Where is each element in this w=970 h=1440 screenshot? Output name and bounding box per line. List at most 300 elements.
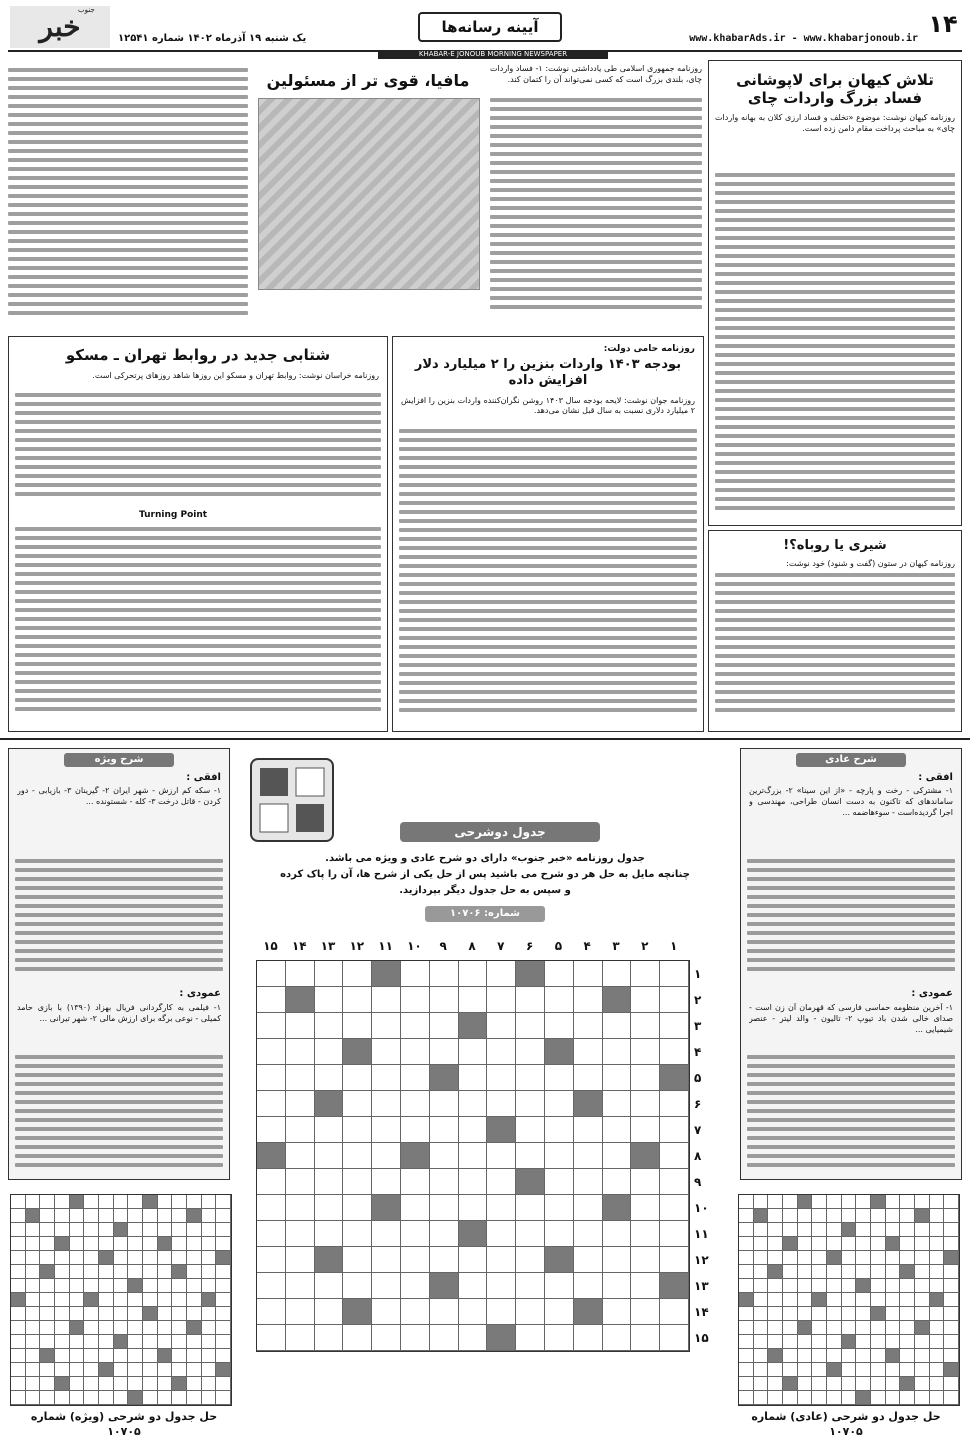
grid-cell[interactable] — [202, 1349, 217, 1363]
grid-cell[interactable] — [315, 1299, 344, 1325]
grid-cell[interactable] — [487, 1065, 516, 1091]
grid-cell[interactable] — [172, 1279, 187, 1293]
grid-cell[interactable] — [944, 1209, 959, 1223]
grid-cell[interactable] — [187, 1391, 202, 1405]
grid-cell[interactable] — [754, 1251, 769, 1265]
grid-cell[interactable] — [172, 1363, 187, 1377]
grid-cell[interactable] — [187, 1293, 202, 1307]
grid-cell[interactable] — [202, 1307, 217, 1321]
grid-cell[interactable] — [143, 1349, 158, 1363]
grid-cell[interactable] — [99, 1307, 114, 1321]
grid-cell[interactable] — [459, 1143, 488, 1169]
grid-cell[interactable] — [783, 1209, 798, 1223]
grid-cell[interactable] — [158, 1391, 173, 1405]
grid-cell[interactable] — [55, 1223, 70, 1237]
grid-cell[interactable] — [286, 1169, 315, 1195]
grid-cell[interactable] — [871, 1321, 886, 1335]
grid-cell[interactable] — [516, 1247, 545, 1273]
grid-cell[interactable] — [783, 1363, 798, 1377]
grid-cell[interactable] — [315, 1273, 344, 1299]
grid-cell[interactable] — [172, 1391, 187, 1405]
grid-cell[interactable] — [574, 961, 603, 987]
grid-cell[interactable] — [739, 1377, 754, 1391]
grid-cell[interactable] — [158, 1195, 173, 1209]
grid-cell[interactable] — [286, 1247, 315, 1273]
grid-cell[interactable] — [343, 1247, 372, 1273]
grid-cell[interactable] — [343, 1195, 372, 1221]
grid-cell[interactable] — [401, 1091, 430, 1117]
grid-cell[interactable] — [900, 1237, 915, 1251]
grid-cell[interactable] — [545, 961, 574, 987]
grid-cell[interactable] — [187, 1265, 202, 1279]
grid-cell[interactable] — [574, 1247, 603, 1273]
grid-cell[interactable] — [660, 1039, 689, 1065]
grid-cell[interactable] — [401, 1065, 430, 1091]
grid-cell[interactable] — [187, 1377, 202, 1391]
grid-cell[interactable] — [459, 1273, 488, 1299]
grid-cell[interactable] — [827, 1307, 842, 1321]
grid-cell[interactable] — [26, 1237, 41, 1251]
grid-cell[interactable] — [660, 1091, 689, 1117]
grid-cell[interactable] — [143, 1251, 158, 1265]
grid-cell[interactable] — [401, 1299, 430, 1325]
grid-cell[interactable] — [783, 1279, 798, 1293]
grid-cell[interactable] — [631, 987, 660, 1013]
grid-cell[interactable] — [842, 1293, 857, 1307]
grid-cell[interactable] — [660, 1325, 689, 1351]
grid-cell[interactable] — [545, 1299, 574, 1325]
grid-cell[interactable] — [856, 1363, 871, 1377]
grid-cell[interactable] — [487, 1039, 516, 1065]
grid-cell[interactable] — [900, 1363, 915, 1377]
grid-cell[interactable] — [545, 1273, 574, 1299]
grid-cell[interactable] — [930, 1307, 945, 1321]
grid-cell[interactable] — [768, 1237, 783, 1251]
grid-cell[interactable] — [187, 1195, 202, 1209]
grid-cell[interactable] — [812, 1237, 827, 1251]
grid-cell[interactable] — [754, 1265, 769, 1279]
grid-cell[interactable] — [856, 1321, 871, 1335]
grid-cell[interactable] — [739, 1335, 754, 1349]
grid-cell[interactable] — [842, 1391, 857, 1405]
grid-cell[interactable] — [944, 1279, 959, 1293]
grid-cell[interactable] — [739, 1223, 754, 1237]
grid-cell[interactable] — [55, 1307, 70, 1321]
grid-cell[interactable] — [783, 1335, 798, 1349]
grid-cell[interactable] — [574, 1195, 603, 1221]
grid-cell[interactable] — [114, 1209, 129, 1223]
grid-cell[interactable] — [459, 1091, 488, 1117]
grid-cell[interactable] — [516, 1325, 545, 1351]
grid-cell[interactable] — [871, 1223, 886, 1237]
grid-cell[interactable] — [812, 1279, 827, 1293]
grid-cell[interactable] — [739, 1195, 754, 1209]
grid-cell[interactable] — [603, 1117, 632, 1143]
grid-cell[interactable] — [754, 1293, 769, 1307]
grid-cell[interactable] — [516, 1221, 545, 1247]
grid-cell[interactable] — [55, 1335, 70, 1349]
grid-cell[interactable] — [516, 1117, 545, 1143]
grid-cell[interactable] — [603, 1143, 632, 1169]
grid-cell[interactable] — [798, 1363, 813, 1377]
grid-cell[interactable] — [856, 1377, 871, 1391]
grid-cell[interactable] — [114, 1265, 129, 1279]
grid-cell[interactable] — [158, 1279, 173, 1293]
grid-cell[interactable] — [11, 1321, 26, 1335]
grid-cell[interactable] — [158, 1265, 173, 1279]
grid-cell[interactable] — [99, 1265, 114, 1279]
grid-cell[interactable] — [143, 1377, 158, 1391]
grid-cell[interactable] — [343, 1143, 372, 1169]
grid-cell[interactable] — [257, 1299, 286, 1325]
grid-cell[interactable] — [55, 1349, 70, 1363]
grid-cell[interactable] — [631, 1091, 660, 1117]
grid-cell[interactable] — [900, 1307, 915, 1321]
grid-cell[interactable] — [55, 1321, 70, 1335]
grid-cell[interactable] — [886, 1307, 901, 1321]
grid-cell[interactable] — [798, 1209, 813, 1223]
grid-cell[interactable] — [900, 1279, 915, 1293]
grid-cell[interactable] — [660, 1143, 689, 1169]
grid-cell[interactable] — [216, 1335, 231, 1349]
grid-cell[interactable] — [70, 1349, 85, 1363]
grid-cell[interactable] — [257, 1325, 286, 1351]
grid-cell[interactable] — [202, 1209, 217, 1223]
grid-cell[interactable] — [930, 1391, 945, 1405]
grid-cell[interactable] — [401, 1195, 430, 1221]
grid-cell[interactable] — [84, 1265, 99, 1279]
grid-cell[interactable] — [430, 1299, 459, 1325]
grid-cell[interactable] — [871, 1251, 886, 1265]
grid-cell[interactable] — [343, 1091, 372, 1117]
grid-cell[interactable] — [660, 1169, 689, 1195]
grid-cell[interactable] — [516, 1273, 545, 1299]
grid-cell[interactable] — [842, 1321, 857, 1335]
grid-cell[interactable] — [372, 1143, 401, 1169]
grid-cell[interactable] — [158, 1363, 173, 1377]
grid-cell[interactable] — [487, 961, 516, 987]
grid-cell[interactable] — [603, 1013, 632, 1039]
grid-cell[interactable] — [286, 1143, 315, 1169]
grid-cell[interactable] — [944, 1293, 959, 1307]
grid-cell[interactable] — [856, 1195, 871, 1209]
grid-cell[interactable] — [84, 1391, 99, 1405]
grid-cell[interactable] — [812, 1251, 827, 1265]
grid-cell[interactable] — [114, 1251, 129, 1265]
grid-cell[interactable] — [545, 1091, 574, 1117]
grid-cell[interactable] — [768, 1391, 783, 1405]
grid-cell[interactable] — [216, 1195, 231, 1209]
grid-cell[interactable] — [216, 1209, 231, 1223]
grid-cell[interactable] — [343, 1325, 372, 1351]
grid-cell[interactable] — [315, 1065, 344, 1091]
grid-cell[interactable] — [812, 1223, 827, 1237]
grid-cell[interactable] — [84, 1377, 99, 1391]
grid-cell[interactable] — [143, 1265, 158, 1279]
grid-cell[interactable] — [631, 961, 660, 987]
grid-cell[interactable] — [768, 1307, 783, 1321]
grid-cell[interactable] — [856, 1251, 871, 1265]
grid-cell[interactable] — [900, 1391, 915, 1405]
grid-cell[interactable] — [768, 1279, 783, 1293]
grid-cell[interactable] — [930, 1223, 945, 1237]
grid-cell[interactable] — [487, 1195, 516, 1221]
grid-cell[interactable] — [754, 1377, 769, 1391]
grid-cell[interactable] — [372, 1299, 401, 1325]
grid-cell[interactable] — [401, 1169, 430, 1195]
grid-cell[interactable] — [99, 1279, 114, 1293]
grid-cell[interactable] — [172, 1223, 187, 1237]
grid-cell[interactable] — [487, 987, 516, 1013]
grid-cell[interactable] — [768, 1293, 783, 1307]
grid-cell[interactable] — [257, 1273, 286, 1299]
grid-cell[interactable] — [754, 1279, 769, 1293]
grid-cell[interactable] — [401, 1247, 430, 1273]
grid-cell[interactable] — [900, 1349, 915, 1363]
grid-cell[interactable] — [842, 1251, 857, 1265]
grid-cell[interactable] — [114, 1195, 129, 1209]
grid-cell[interactable] — [783, 1307, 798, 1321]
grid-cell[interactable] — [886, 1321, 901, 1335]
grid-cell[interactable] — [631, 1273, 660, 1299]
grid-cell[interactable] — [187, 1307, 202, 1321]
grid-cell[interactable] — [768, 1209, 783, 1223]
grid-cell[interactable] — [99, 1391, 114, 1405]
grid-cell[interactable] — [70, 1377, 85, 1391]
grid-cell[interactable] — [315, 1143, 344, 1169]
grid-cell[interactable] — [886, 1377, 901, 1391]
grid-cell[interactable] — [143, 1363, 158, 1377]
grid-cell[interactable] — [886, 1335, 901, 1349]
grid-cell[interactable] — [754, 1195, 769, 1209]
grid-cell[interactable] — [286, 1195, 315, 1221]
grid-cell[interactable] — [739, 1349, 754, 1363]
grid-cell[interactable] — [40, 1237, 55, 1251]
grid-cell[interactable] — [827, 1209, 842, 1223]
grid-cell[interactable] — [99, 1335, 114, 1349]
grid-cell[interactable] — [172, 1251, 187, 1265]
grid-cell[interactable] — [128, 1209, 143, 1223]
grid-cell[interactable] — [798, 1391, 813, 1405]
grid-cell[interactable] — [574, 1325, 603, 1351]
grid-cell[interactable] — [886, 1391, 901, 1405]
grid-cell[interactable] — [574, 1169, 603, 1195]
grid-cell[interactable] — [286, 961, 315, 987]
grid-cell[interactable] — [842, 1195, 857, 1209]
grid-cell[interactable] — [944, 1223, 959, 1237]
grid-cell[interactable] — [143, 1237, 158, 1251]
grid-cell[interactable] — [768, 1335, 783, 1349]
grid-cell[interactable] — [631, 1117, 660, 1143]
grid-cell[interactable] — [459, 961, 488, 987]
grid-cell[interactable] — [768, 1251, 783, 1265]
grid-cell[interactable] — [915, 1195, 930, 1209]
grid-cell[interactable] — [603, 961, 632, 987]
grid-cell[interactable] — [99, 1195, 114, 1209]
grid-cell[interactable] — [202, 1391, 217, 1405]
grid-cell[interactable] — [660, 1247, 689, 1273]
grid-cell[interactable] — [812, 1377, 827, 1391]
grid-cell[interactable] — [187, 1349, 202, 1363]
grid-cell[interactable] — [798, 1223, 813, 1237]
grid-cell[interactable] — [40, 1251, 55, 1265]
grid-cell[interactable] — [574, 1117, 603, 1143]
grid-cell[interactable] — [754, 1307, 769, 1321]
grid-cell[interactable] — [886, 1293, 901, 1307]
grid-cell[interactable] — [430, 987, 459, 1013]
grid-cell[interactable] — [202, 1363, 217, 1377]
grid-cell[interactable] — [11, 1195, 26, 1209]
grid-cell[interactable] — [84, 1251, 99, 1265]
grid-cell[interactable] — [430, 1013, 459, 1039]
grid-cell[interactable] — [128, 1223, 143, 1237]
grid-cell[interactable] — [40, 1363, 55, 1377]
grid-cell[interactable] — [754, 1321, 769, 1335]
grid-cell[interactable] — [739, 1391, 754, 1405]
grid-cell[interactable] — [372, 1247, 401, 1273]
grid-cell[interactable] — [516, 987, 545, 1013]
grid-cell[interactable] — [459, 1325, 488, 1351]
grid-cell[interactable] — [143, 1223, 158, 1237]
grid-cell[interactable] — [55, 1391, 70, 1405]
grid-cell[interactable] — [516, 1299, 545, 1325]
grid-cell[interactable] — [944, 1237, 959, 1251]
grid-cell[interactable] — [754, 1349, 769, 1363]
grid-cell[interactable] — [574, 1039, 603, 1065]
grid-cell[interactable] — [603, 1091, 632, 1117]
grid-cell[interactable] — [798, 1307, 813, 1321]
grid-cell[interactable] — [768, 1321, 783, 1335]
grid-cell[interactable] — [768, 1195, 783, 1209]
grid-cell[interactable] — [114, 1237, 129, 1251]
grid-cell[interactable] — [114, 1363, 129, 1377]
grid-cell[interactable] — [827, 1223, 842, 1237]
grid-cell[interactable] — [11, 1363, 26, 1377]
grid-cell[interactable] — [886, 1265, 901, 1279]
grid-cell[interactable] — [401, 1039, 430, 1065]
grid-cell[interactable] — [856, 1265, 871, 1279]
grid-cell[interactable] — [871, 1363, 886, 1377]
grid-cell[interactable] — [401, 1117, 430, 1143]
grid-cell[interactable] — [944, 1307, 959, 1321]
grid-cell[interactable] — [372, 1091, 401, 1117]
grid-cell[interactable] — [574, 987, 603, 1013]
grid-cell[interactable] — [900, 1293, 915, 1307]
grid-cell[interactable] — [871, 1209, 886, 1223]
grid-cell[interactable] — [842, 1209, 857, 1223]
grid-cell[interactable] — [660, 961, 689, 987]
grid-cell[interactable] — [343, 1221, 372, 1247]
grid-cell[interactable] — [216, 1279, 231, 1293]
grid-cell[interactable] — [574, 1143, 603, 1169]
grid-cell[interactable] — [143, 1335, 158, 1349]
grid-cell[interactable] — [26, 1223, 41, 1237]
grid-cell[interactable] — [202, 1237, 217, 1251]
grid-cell[interactable] — [915, 1391, 930, 1405]
grid-cell[interactable] — [99, 1237, 114, 1251]
grid-cell[interactable] — [286, 1065, 315, 1091]
grid-cell[interactable] — [26, 1349, 41, 1363]
grid-cell[interactable] — [545, 1325, 574, 1351]
grid-cell[interactable] — [286, 1013, 315, 1039]
grid-cell[interactable] — [202, 1251, 217, 1265]
grid-cell[interactable] — [114, 1279, 129, 1293]
grid-cell[interactable] — [915, 1363, 930, 1377]
grid-cell[interactable] — [430, 1169, 459, 1195]
grid-cell[interactable] — [202, 1223, 217, 1237]
grid-cell[interactable] — [487, 1143, 516, 1169]
grid-cell[interactable] — [187, 1279, 202, 1293]
grid-cell[interactable] — [827, 1237, 842, 1251]
grid-cell[interactable] — [487, 1169, 516, 1195]
grid-cell[interactable] — [574, 1013, 603, 1039]
grid-cell[interactable] — [343, 1273, 372, 1299]
grid-cell[interactable] — [99, 1209, 114, 1223]
grid-cell[interactable] — [430, 1195, 459, 1221]
grid-cell[interactable] — [11, 1251, 26, 1265]
grid-cell[interactable] — [783, 1223, 798, 1237]
grid-cell[interactable] — [70, 1223, 85, 1237]
grid-cell[interactable] — [739, 1265, 754, 1279]
grid-cell[interactable] — [856, 1223, 871, 1237]
grid-cell[interactable] — [631, 1221, 660, 1247]
grid-cell[interactable] — [216, 1293, 231, 1307]
grid-cell[interactable] — [827, 1377, 842, 1391]
grid-cell[interactable] — [187, 1251, 202, 1265]
grid-cell[interactable] — [871, 1279, 886, 1293]
grid-cell[interactable] — [286, 1325, 315, 1351]
grid-cell[interactable] — [158, 1321, 173, 1335]
grid-cell[interactable] — [900, 1251, 915, 1265]
grid-cell[interactable] — [114, 1321, 129, 1335]
grid-cell[interactable] — [401, 1273, 430, 1299]
crossword-grid[interactable] — [256, 960, 690, 1352]
grid-cell[interactable] — [886, 1363, 901, 1377]
grid-cell[interactable] — [114, 1377, 129, 1391]
grid-cell[interactable] — [944, 1335, 959, 1349]
grid-cell[interactable] — [842, 1377, 857, 1391]
grid-cell[interactable] — [128, 1237, 143, 1251]
grid-cell[interactable] — [900, 1321, 915, 1335]
grid-cell[interactable] — [128, 1293, 143, 1307]
grid-cell[interactable] — [739, 1251, 754, 1265]
grid-cell[interactable] — [84, 1307, 99, 1321]
grid-cell[interactable] — [401, 987, 430, 1013]
grid-cell[interactable] — [430, 1221, 459, 1247]
grid-cell[interactable] — [257, 1039, 286, 1065]
grid-cell[interactable] — [401, 1325, 430, 1351]
grid-cell[interactable] — [216, 1349, 231, 1363]
grid-cell[interactable] — [487, 1091, 516, 1117]
grid-cell[interactable] — [26, 1335, 41, 1349]
grid-cell[interactable] — [900, 1335, 915, 1349]
grid-cell[interactable] — [783, 1293, 798, 1307]
grid-cell[interactable] — [631, 1325, 660, 1351]
grid-cell[interactable] — [70, 1279, 85, 1293]
grid-cell[interactable] — [128, 1307, 143, 1321]
grid-cell[interactable] — [930, 1321, 945, 1335]
grid-cell[interactable] — [55, 1209, 70, 1223]
grid-cell[interactable] — [459, 1169, 488, 1195]
grid-cell[interactable] — [856, 1237, 871, 1251]
grid-cell[interactable] — [930, 1237, 945, 1251]
grid-cell[interactable] — [40, 1391, 55, 1405]
grid-cell[interactable] — [372, 1065, 401, 1091]
grid-cell[interactable] — [754, 1363, 769, 1377]
grid-cell[interactable] — [99, 1321, 114, 1335]
grid-cell[interactable] — [739, 1307, 754, 1321]
grid-cell[interactable] — [257, 1195, 286, 1221]
